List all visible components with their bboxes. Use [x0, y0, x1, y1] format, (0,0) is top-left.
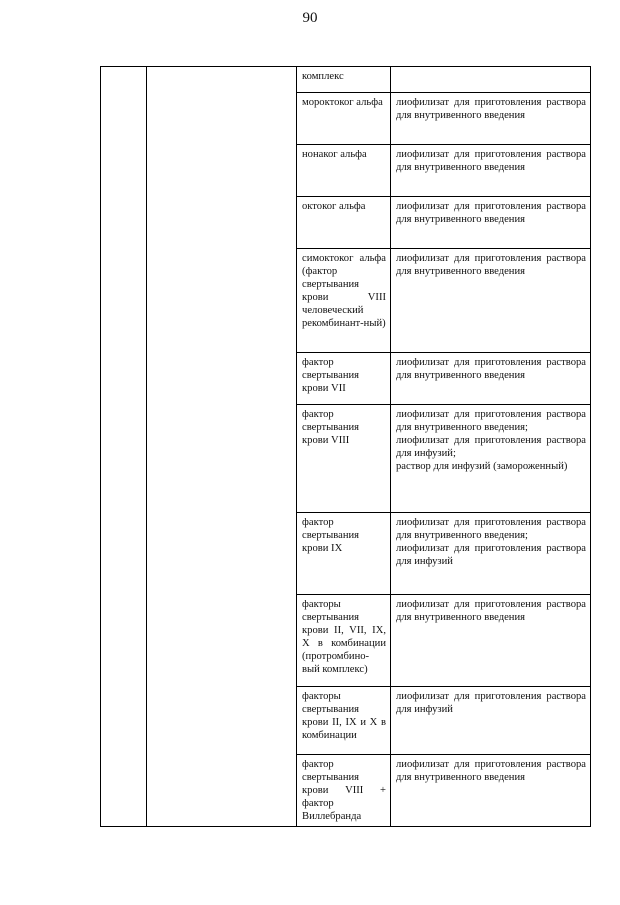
group-cell: [147, 67, 297, 827]
dosage-form-cell: [391, 93, 591, 145]
dosage-form-text: лиофилизат для приготовления раствора для инфузий: [396, 691, 586, 715]
drug-name-cell: мороктоког альфа: [297, 93, 391, 145]
dosage-form-text: лиофилизат для приготовления раствора для внутривенного введения: [396, 149, 586, 173]
dosage-form-text: лиофилизат для приготовления раствора для внутривенного введения: [396, 759, 586, 783]
dosage-form-text: лиофилизат для приготовления раствора для внутривенного введения;: [396, 517, 586, 541]
drug-name-cell: факторы свертывания крови II, VII, IX, X в комбинации (протромбино-вый комплекс): [297, 595, 391, 687]
table-body: [101, 67, 591, 827]
dosage-form-cell: [391, 67, 591, 93]
dosage-form-cell: [391, 249, 591, 353]
dosage-form-text: лиофилизат для приготовления раствора для внутривенного введения: [396, 201, 586, 225]
dosage-form-text: лиофилизат для приготовления раствора для внутривенного введения: [396, 357, 586, 381]
page-number: 90: [302, 10, 318, 26]
dosage-form-cell: [391, 687, 591, 755]
dosage-form-text: лиофилизат для приготовления раствора для инфузий: [396, 543, 586, 567]
drug-name-cell: факторы свертывания крови II, IX и X в комбинации: [297, 687, 391, 755]
dosage-form-cell: [391, 145, 591, 197]
drug-name-cell: фактор свертывания крови VIII + фактор Виллебранда: [297, 755, 391, 827]
drug-name-cell: фактор свертывания крови IX: [297, 513, 391, 595]
dosage-form-text: лиофилизат для приготовления раствора для внутривенного введения: [396, 97, 586, 121]
dosage-form-text: лиофилизат для приготовления раствора для внутривенного введения: [396, 253, 586, 277]
drug-name-cell: нонаког альфа: [297, 145, 391, 197]
drug-name-cell: фактор свертывания крови VIII: [297, 405, 391, 513]
dosage-form-cell: [391, 405, 591, 513]
dosage-form-cell: [391, 755, 591, 827]
drug-table: [100, 66, 591, 827]
dosage-form-cell: [391, 513, 591, 595]
drug-name-cell: комплекс: [297, 67, 391, 93]
dosage-form-text: лиофилизат для приготовления раствора для внутривенного введения: [396, 599, 586, 623]
dosage-form-text: лиофилизат для приготовления раствора для внутривенного введения;: [396, 409, 586, 433]
dosage-form-text: раствор для инфузий (замороженный): [396, 461, 568, 472]
dosage-form-cell: [391, 353, 591, 405]
drug-name-cell: симоктоког альфа (фактор свертывания крови VIII человеческий рекомбинант-ный): [297, 249, 391, 353]
code-cell: [101, 67, 147, 827]
drug-name-cell: октоког альфа: [297, 197, 391, 249]
drug-name-cell: фактор свертывания крови VII: [297, 353, 391, 405]
table-row: [101, 67, 591, 93]
dosage-form-text: лиофилизат для приготовления раствора для инфузий;: [396, 435, 586, 459]
dosage-form-cell: [391, 595, 591, 687]
dosage-form-cell: [391, 197, 591, 249]
